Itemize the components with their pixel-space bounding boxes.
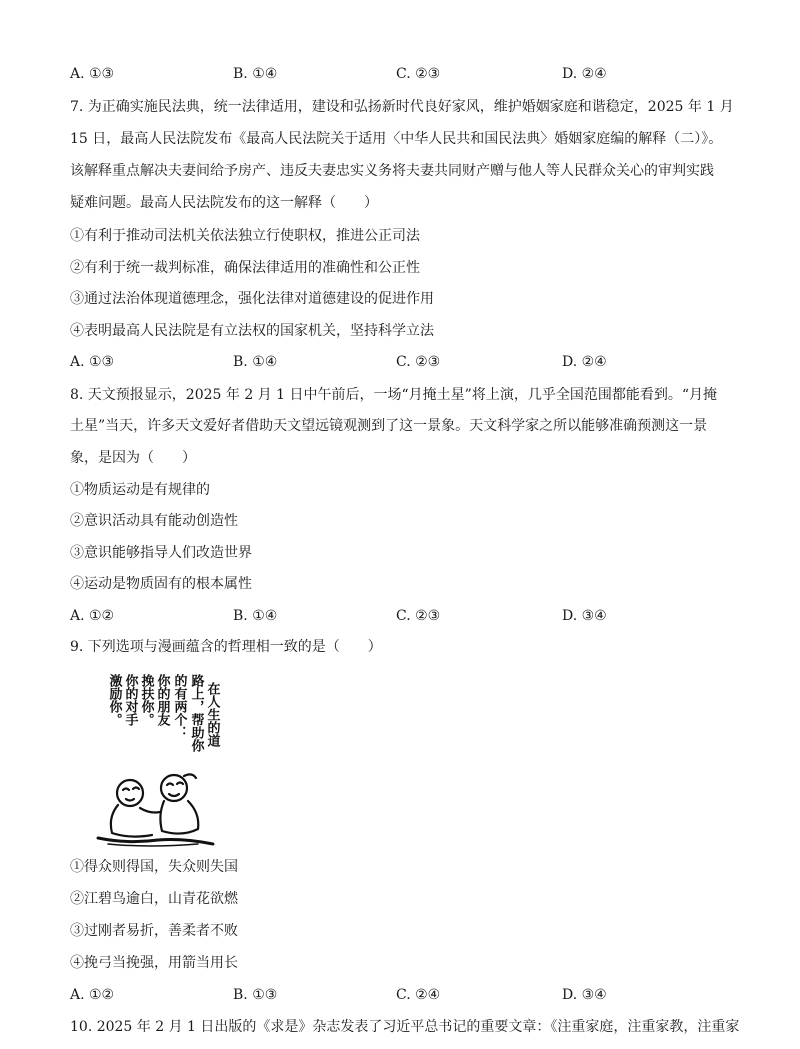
q10-stem-line-1: 10. 2025 年 2 月 1 日出版的《求是》杂志发表了习近平总书记的重要文章：《注重家庭，注重家教，注重家 <box>70 1019 740 1035</box>
q7-item-3: ③通过法治体现道德理念，强化法律对道德建设的促进作用 <box>70 291 434 307</box>
comic-figures <box>98 774 213 846</box>
q8-option-c: C. ②③ <box>396 608 441 624</box>
q6-option-a: A. ①③ <box>70 66 115 82</box>
q8-option-b: B. ①④ <box>233 608 278 624</box>
q8-stem-line-1: 8. 天文预报显示，2025 年 2 月 1 日中午前后，一场“月掩土星”将上演，几乎全国范围都能看到。“月掩 <box>70 387 717 403</box>
comic-text-col-6: 你的对手 <box>122 674 138 726</box>
q7-item-4: ④表明最高人民法院是有立法权的国家机关，坚持科学立法 <box>70 323 434 339</box>
q9-item-2: ②江碧鸟逾白，山青花欲燃 <box>70 891 238 907</box>
q7-item-1: ①有利于推动司法机关依法独立行使职权，推进公正司法 <box>70 228 420 244</box>
q9-option-b: B. ①③ <box>233 987 278 1003</box>
q9-option-a: A. ①② <box>70 987 115 1003</box>
comic-illustration <box>78 668 228 848</box>
q7-option-c: C. ②③ <box>396 354 441 370</box>
q7-stem-line-1: 7. 为正确实施民法典，统一法律适用，建设和弘扬新时代良好家风，维护婚姻家庭和谐稳定，2025 年 1 月 <box>70 99 734 115</box>
q7-stem-line-3: 该解释重点解决夫妻间给予房产、违反夫妻忠实义务将夫妻共同财产赠与他人等人民群众关心的审判实践 <box>70 163 714 179</box>
q8-option-d: D. ③④ <box>562 608 607 624</box>
q8-stem-line-2: 土星”当天，许多天文爱好者借助天文望远镜观测到了这一景象。天文科学家之所以能够准确预测这一景 <box>70 418 708 434</box>
q9-item-4: ④挽弓当挽强，用箭当用长 <box>70 955 238 971</box>
q8-item-3: ③意识能够指导人们改造世界 <box>70 545 252 561</box>
q8-item-4: ④运动是物质固有的根本属性 <box>70 576 252 592</box>
q9-option-d: D. ③④ <box>562 987 607 1003</box>
q9-item-3: ③过刚者易折，善柔者不败 <box>70 923 238 939</box>
comic-text-col-2: 路上，帮助你 <box>188 674 204 752</box>
q6-option-b: B. ①④ <box>233 66 278 82</box>
q9-option-c: C. ②④ <box>396 987 441 1003</box>
q8-item-2: ②意识活动具有能动创造性 <box>70 513 238 529</box>
q9-item-1: ①得众则得国，失众则失国 <box>70 859 238 875</box>
q7-option-b: B. ①④ <box>233 354 278 370</box>
comic-text-col-7: 激励你。 <box>106 674 122 726</box>
q7-item-2: ②有利于统一裁判标准，确保法律适用的准确性和公正性 <box>70 260 420 276</box>
q7-option-a: A. ①③ <box>70 354 115 370</box>
q7-stem-line-4: 疑难问题。最高人民法院发布的这一解释（ ） <box>70 195 378 211</box>
q8-item-1: ①物质运动是有规律的 <box>70 482 210 498</box>
q6-option-d: D. ②④ <box>562 66 607 82</box>
q6-option-c: C. ②③ <box>396 66 441 82</box>
q9-stem: 9. 下列选项与漫画蕴含的哲理相一致的是（ ） <box>70 639 382 655</box>
comic-text-col-4: 你的朋友 <box>154 674 170 726</box>
comic-text-col-3: 的有两个： <box>171 674 187 739</box>
q8-stem-line-3: 象，是因为（ ） <box>70 450 196 466</box>
comic-text-col-1: 在人生的道 <box>204 682 220 747</box>
q8-option-a: A. ①② <box>70 608 115 624</box>
q7-stem-line-2: 15 日，最高人民法院发布《最高人民法院关于适用〈中华人民共和国民法典〉婚姻家庭编的解释（二）》。 <box>70 131 723 147</box>
comic-text-col-5: 挽扶你。 <box>138 674 154 726</box>
q7-option-d: D. ②④ <box>562 354 607 370</box>
